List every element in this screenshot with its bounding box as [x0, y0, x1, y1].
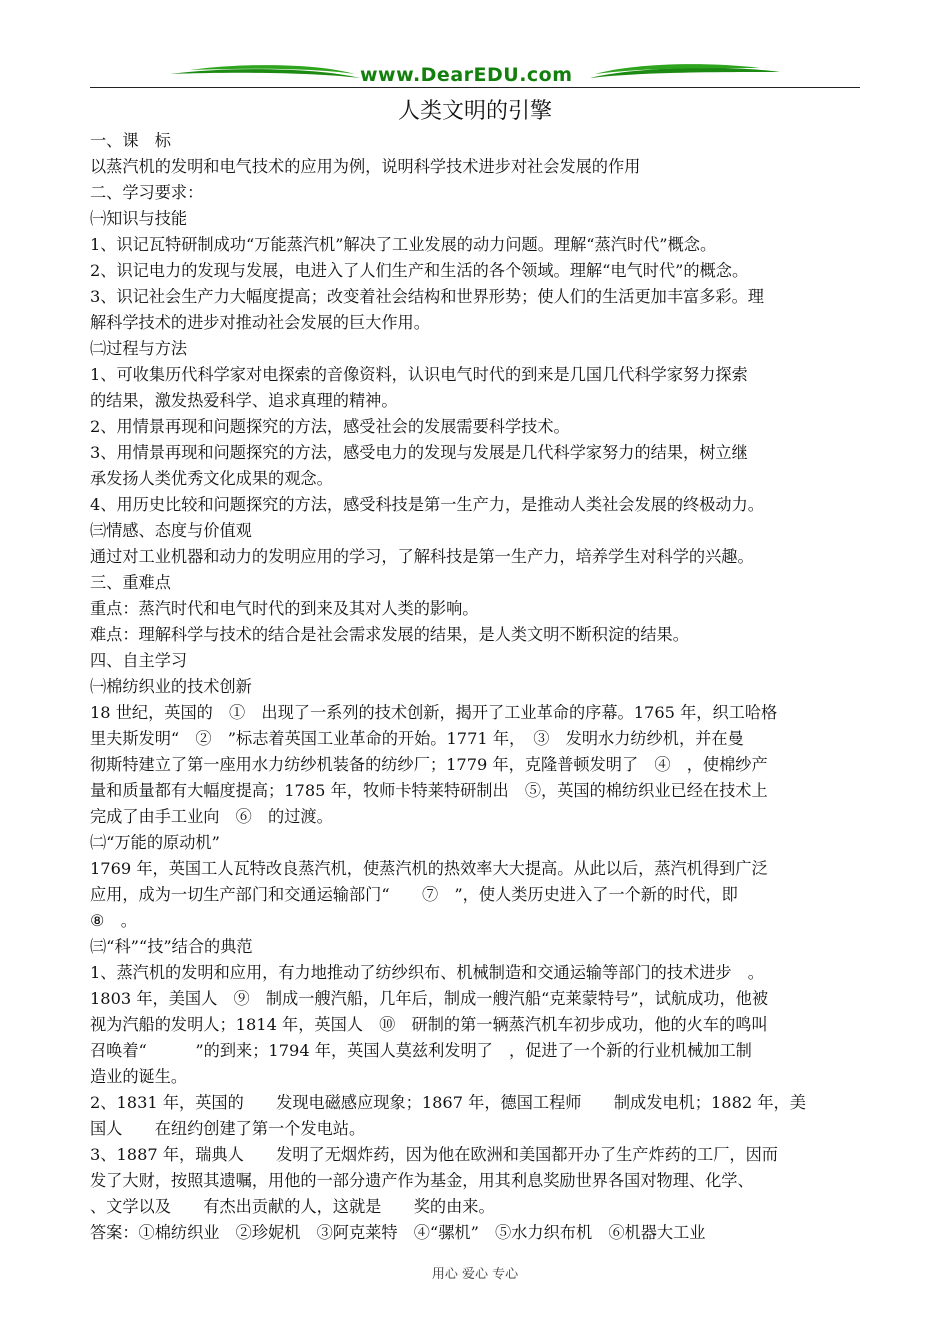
document-body: [90, 128, 865, 1246]
text-line: 通过对工业机器和动力的发明应用的学习，了解科技是第一生产力，培养学生对科学的兴趣。: [90, 547, 754, 566]
text-line: ㈢情感、态度与价值观: [90, 521, 252, 540]
text-line: 1769 年，英国工人瓦特改良蒸汽机，使蒸汽机的热效率大大提高。从此以后，蒸汽机得到广泛: [90, 859, 768, 878]
text-line: 发了大财，按照其遗嘱，用他的一部分遗产作为基金，用其利息奖励世界各国对物理、化学、: [90, 1171, 754, 1190]
text-line: ㈡过程与方法: [90, 339, 188, 358]
text-line: 国人 在纽约创建了第一个发电站。: [90, 1119, 366, 1138]
text-line: 难点：理解科学与技术的结合是社会需求发展的结果，是人类文明不断积淀的结果。: [90, 625, 689, 644]
text-line: 重点：蒸汽时代和电气时代的到来及其对人类的影响。: [90, 599, 479, 618]
text-line: 四、自主学习: [90, 651, 188, 670]
text-line: 召唤着“ ”的到来；1794 年，英国人莫兹利发明了 ，促进了一个新的行业机械加工制: [90, 1041, 752, 1060]
answer-line: 答案：①棉纺织业 ②珍妮机 ③阿克莱特 ④“骡机” ⑤水力织布机 ⑥机器大工业: [90, 1223, 706, 1242]
text-line: ㈡“万能的原动机”: [90, 833, 220, 852]
text-line: 应用，成为一切生产部门和交通运输部门“ ⑦ ”，使人类历史进入了一个新的时代，即: [90, 885, 738, 904]
text-line: 3、识记社会生产力大幅度提高；改变着社会结构和世界形势；使人们的生活更加丰富多彩。理: [90, 287, 764, 306]
text-line: 2、1831 年，英国的 发现电磁感应现象；1867 年，德国工程师 制成发电机；1882 年，美: [90, 1093, 806, 1112]
text-line: 量和质量都有大幅度提高；1785 年，牧师卡特莱特研制出 ⑤，英国的棉纺织业已经在技术上: [90, 781, 768, 800]
text-line: ⑧ 。: [90, 911, 137, 930]
text-line: ㈠棉纺织业的技术创新: [90, 677, 252, 696]
text-line: 一、课 标: [90, 131, 171, 150]
header-divider: [90, 87, 860, 88]
dearedu-logo-text: www.DearEDU.com: [360, 64, 573, 86]
text-line: 1803 年，美国人 ⑨ 制成一艘汽船，几年后，制成一艘汽船“克莱蒙特号”，试航成功，他被: [90, 989, 769, 1008]
text-line: 1、蒸汽机的发明和应用，有力地推动了纺纱织布、机械制造和交通运输等部门的技术进步 。: [90, 963, 764, 982]
text-line: 2、识记电力的发现与发展，电进入了人们生产和生活的各个领域。理解“电气时代”的概念。: [90, 261, 749, 280]
text-line: 承发扬人类优秀文化成果的观念。: [90, 469, 333, 488]
text-line: 解科学技术的进步对推动社会发展的巨大作用。: [90, 313, 430, 332]
text-line: 二、学习要求：: [90, 183, 204, 202]
text-line: 2、用情景再现和问题探究的方法，感受社会的发展需要科学技术。: [90, 417, 570, 436]
text-line: 的结果，激发热爱科学、追求真理的精神。: [90, 391, 398, 410]
text-line: 1、可收集历代科学家对电探索的音像资料，认识电气时代的到来是几国几代科学家努力探索: [90, 365, 748, 384]
text-line: 视为汽船的发明人；1814 年，英国人 ⑩ 研制的第一辆蒸汽机车初步成功，他的火车的鸣叫: [90, 1015, 768, 1034]
text-line: 里夫斯发明“ ② ”标志着英国工业革命的开始。1771 年， ③ 发明水力纺纱机，并在曼: [90, 729, 744, 748]
text-line: ㈢“科”“技”结合的典范: [90, 937, 253, 956]
page-footer: 用心 爱心 专心: [431, 1267, 519, 1282]
text-line: 18 世纪，英国的 ① 出现了一系列的技术创新，揭开了工业革命的序幕。1765 年，织工哈格: [90, 703, 778, 722]
text-line: 3、用情景再现和问题探究的方法，感受电力的发现与发展是几代科学家努力的结果，树立继: [90, 443, 748, 462]
text-line: 、文学以及 有杰出贡献的人，这就是 奖的由来。: [90, 1197, 495, 1216]
text-line: ㈠知识与技能: [90, 209, 188, 228]
text-line: 1、识记瓦特研制成功“万能蒸汽机”解决了工业发展的动力问题。理解“蒸汽时代”概念。: [90, 235, 717, 254]
document-title: 人类文明的引擎: [397, 99, 552, 124]
text-line: 彻斯特建立了第一座用水力纺纱机装备的纺纱厂；1779 年，克隆普顿发明了 ④ ，使棉纱产: [90, 755, 768, 774]
text-line: 三、重难点: [90, 573, 171, 592]
text-line: 造业的诞生。: [90, 1067, 188, 1086]
text-line: 以蒸汽机的发明和电气技术的应用为例，说明科学技术进步对社会发展的作用: [90, 157, 641, 176]
text-line: 4、用历史比较和问题探究的方法，感受科技是第一生产力，是推动人类社会发展的终极动力。: [90, 495, 764, 514]
text-line: 3、1887 年，瑞典人 发明了无烟炸药，因为他在欧洲和美国都开办了生产炸药的工厂，因而: [90, 1145, 778, 1164]
text-line: 完成了由手工业向 ⑥ 的过渡。: [90, 807, 333, 826]
